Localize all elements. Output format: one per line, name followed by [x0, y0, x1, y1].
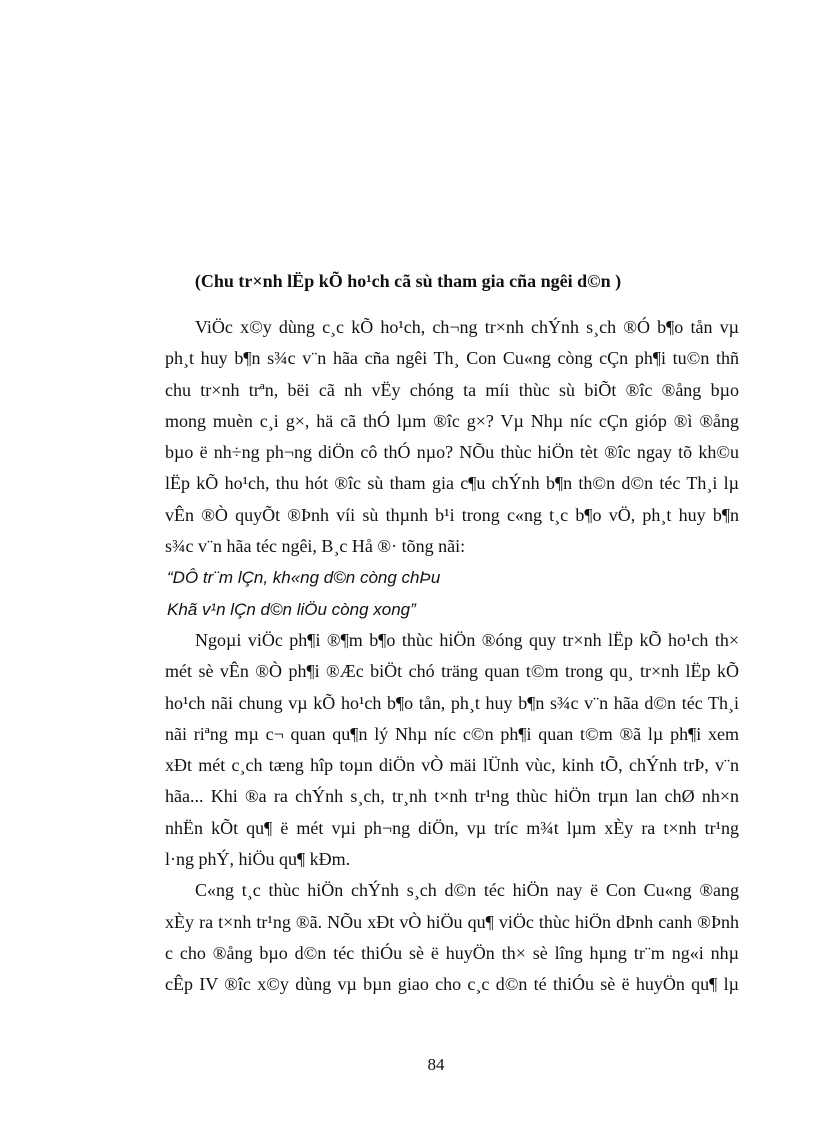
text-line: nãi riªng mµ c¬ quan qu¶n lý Nhµ níc c©n ph¶i quan t©m ®ã lµ ph¶i xem: [165, 723, 739, 744]
text-line: mét sè vÊn ®Ò ph¶i ®Æc biÖt chó träng quan t©m trong qu¸ tr×nh lËp kÕ: [165, 661, 739, 682]
text-line: nhËn kÕt qu¶ ë mét vµi ph¬ng diÖn, vµ tríc m¾t lµm xÈy ra t×nh tr¹ng: [165, 817, 739, 838]
text-line: ViÖc x©y dùng c¸c kÕ ho¹ch, ch¬ng tr×nh chÝnh s¸ch ®Ó b¶o tån vµ: [195, 317, 739, 337]
text-line: c cho ®ång bµo d©n téc thiÓu sè ë huyÖn th× sè lîng hµng tr¨m ng«i nhµ: [165, 942, 739, 963]
text-line: ho¹ch nãi chung vµ kÕ ho¹ch b¶o tån, ph¸t huy b¶n s¾c v¨n hãa d©n téc Th¸i: [165, 692, 739, 713]
text-line: l·ng phÝ, hiÖu qu¶ kÐm.: [165, 849, 351, 870]
section-heading: (Chu tr×nh lËp kÕ ho¹ch cã sù tham gia cña ngêi d©n ): [194, 271, 622, 291]
text-line: mong muèn c¸i g×, hä cã thÓ lµm ®îc g×? Vµ Nhµ níc cÇn gióp ®ì ®ång: [165, 410, 739, 431]
text-line: xÐt mét c¸ch tæng hîp toµn diÖn vÒ mäi lÜnh vùc, kinh tÕ, chÝnh trÞ, v¨n: [165, 755, 739, 776]
text-line: xÈy ra t×nh tr¹ng ®ã. NÕu xÐt vÒ hiÖu qu¶ viÖc thùc hiÖn dÞnh canh ®Þnh: [165, 911, 739, 932]
text-line: C«ng t¸c thùc hiÖn chÝnh s¸ch d©n téc hiÖn nay ë Con Cu«ng ®ang: [195, 880, 739, 901]
text-line: chu tr×nh trªn, bëi cã nh vËy chóng ta míi thùc sù biÕt ®îc ®ång bµo: [165, 379, 739, 400]
page-number: 84: [427, 1055, 445, 1074]
quote-line: Khã v¹n lÇn d©n liÖu còng xong”: [167, 599, 416, 619]
text-line: s¾c v¨n hãa téc ngêi, B¸c Hå ®· tõng nãi:: [165, 536, 466, 557]
body-text: [165, 312, 739, 1001]
text-line: lËp kÕ ho¹ch, thu hót ®îc sù tham gia c¶u chÝnh b¶n th©n d©n téc Th¸i lµ: [165, 473, 739, 494]
quote-line: “DÔ tr¨m lÇn, kh«ng d©n còng chÞu: [167, 568, 441, 588]
text-line: hãa... Khi ®a ra chÝnh s¸ch, tr¸nh t×nh tr¹ng thùc hiÖn trµn lan chØ nh×n: [165, 786, 739, 807]
text-line: ph¸t huy b¶n s¾c v¨n hãa cña ngêi Th¸ Con Cu«ng còng cÇn ph¶i tu©n thñ: [165, 348, 739, 369]
text-line: vÊn ®Ò quyÕt ®Þnh víi sù thµnh b¹i trong c«ng t¸c b¶o vÖ, ph¸t huy b¶n: [165, 504, 739, 525]
text-line: bµo ë nh÷ng ph¬ng diÖn cô thÓ nµo? NÕu thùc hiÖn tèt ®îc ngay tõ kh©u: [165, 442, 739, 463]
text-line: cÊp IV ®îc x©y dùng vµ bµn giao cho c¸c d©n té thiÓu sè ë huyÖn qu¶ lµ: [165, 974, 739, 995]
text-line: Ngoµi viÖc ph¶i ®¶m b¶o thùc hiÖn ®óng quy tr×nh lËp kÕ ho¹ch th×: [195, 629, 739, 650]
